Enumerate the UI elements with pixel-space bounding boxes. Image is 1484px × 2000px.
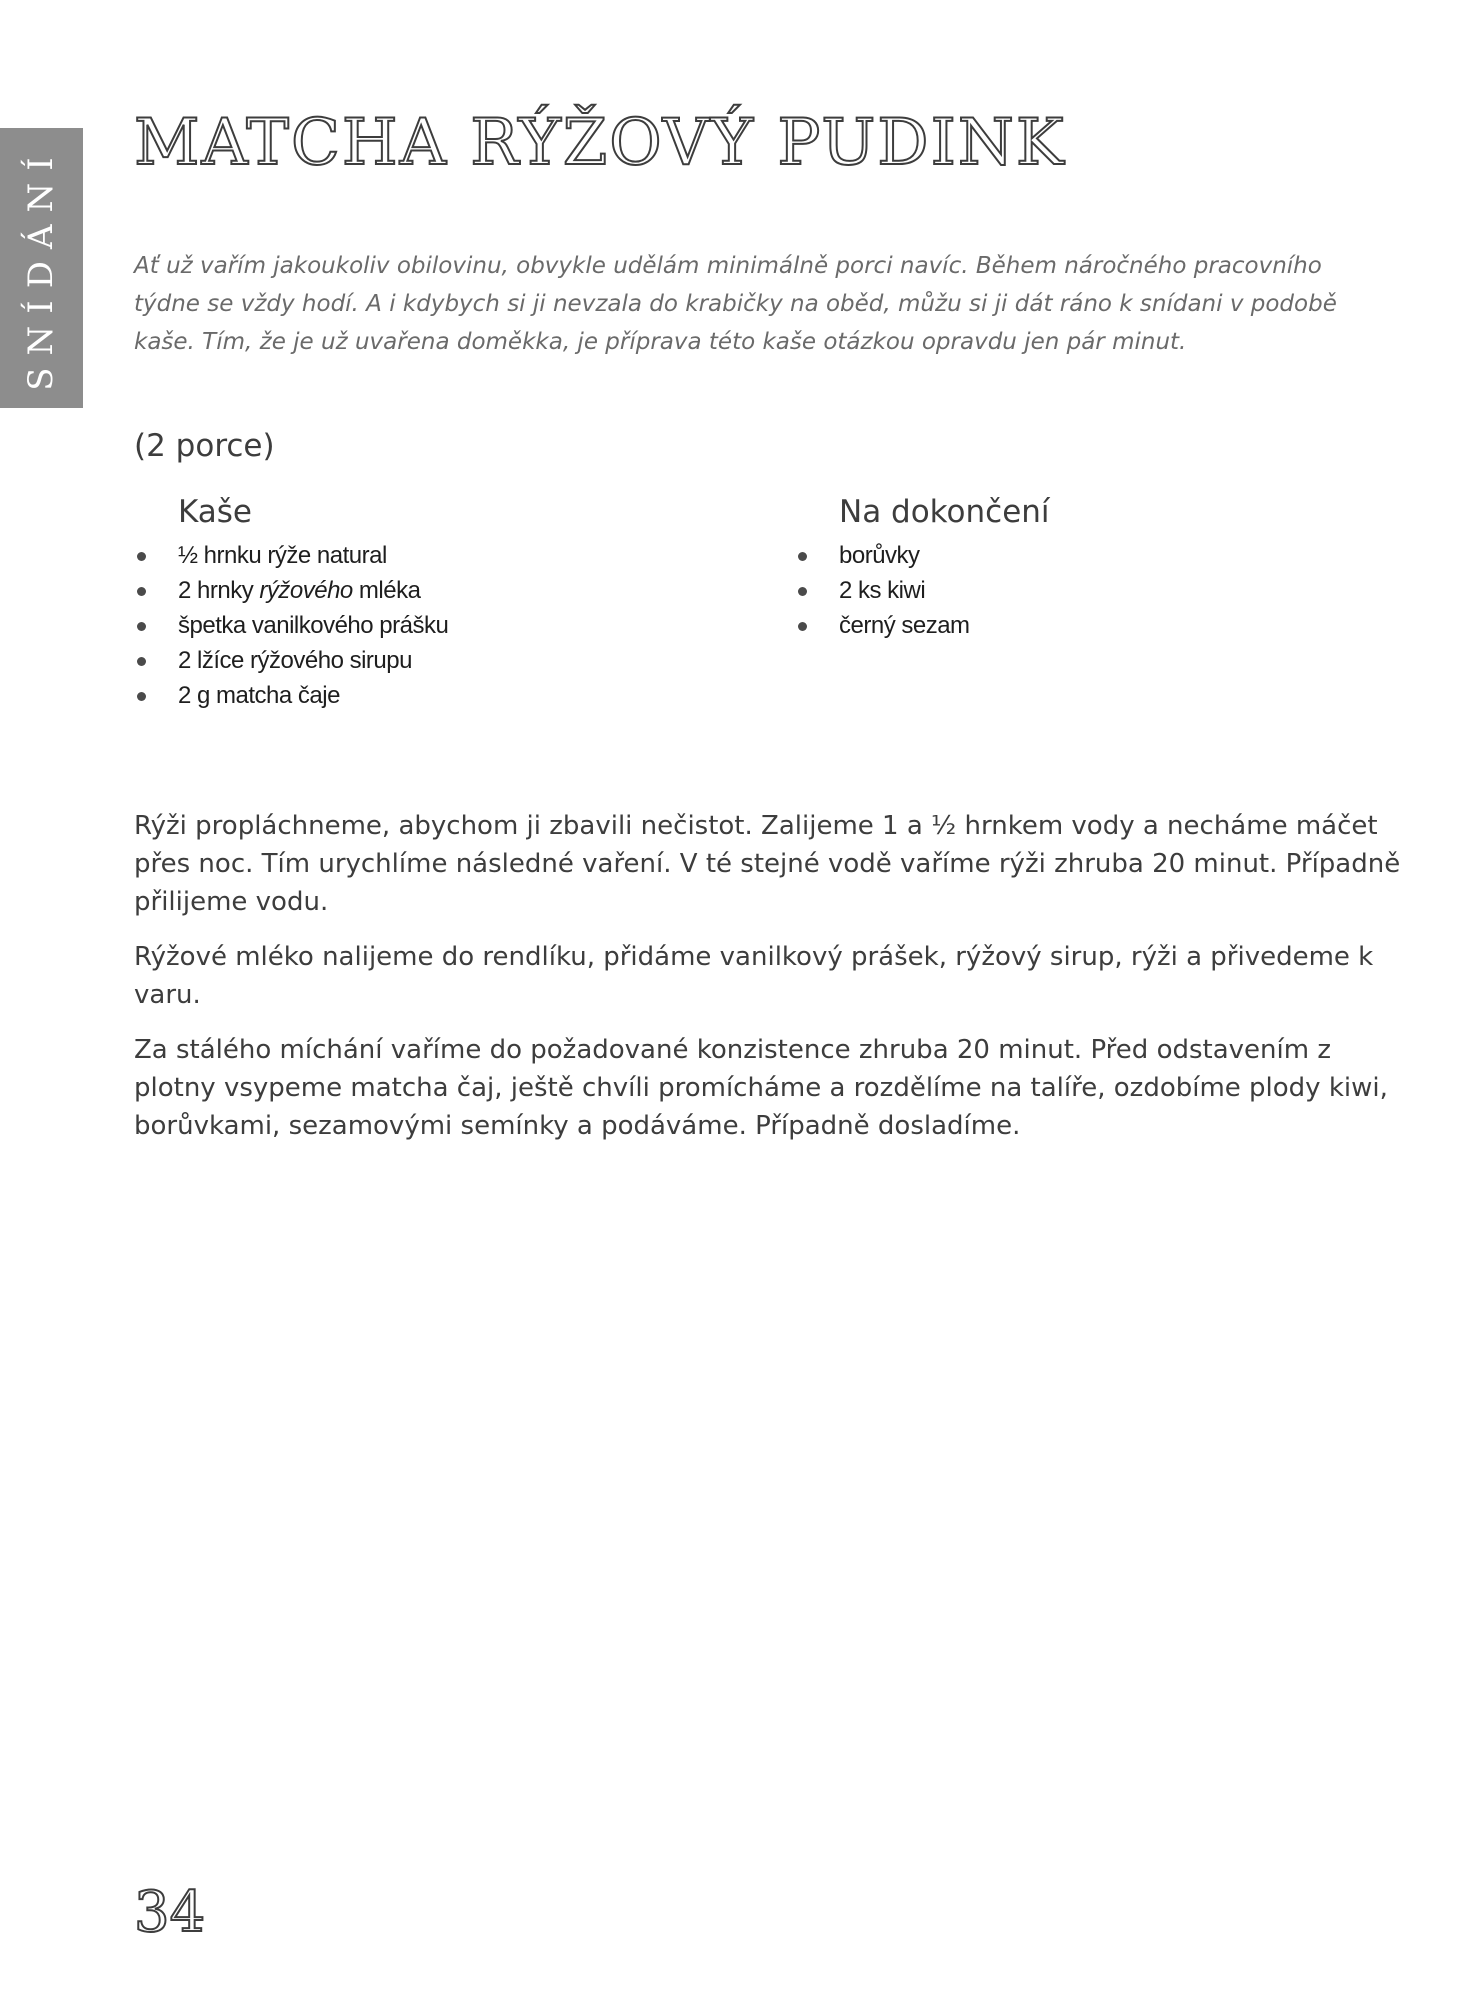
intro-paragraph: Ať už vařím jakoukoliv obilovinu, obvykle udělám minimálně porci navíc. Během náročného pracovního týdne se vždy hodí. A i kdybych si ji nevzala do krabičky na oběd, můžu si ji dát ráno k snídani v podobě kaše. Tím, že je už uvařena doměkka, je příprava této kaše otázkou opravdu jen pár minut.: [134, 253, 1337, 355]
ingredient-item: 2 lžíce rýžového sirupu: [134, 643, 734, 678]
ingredient-item: ½ hrnku rýže natural: [134, 538, 734, 573]
section-tab: [0, 128, 83, 408]
method-paragraph: Rýžové mléko nalijeme do rendlíku, přidáme vanilkový prášek, rýžový sirup, rýži a přivedeme k varu.: [134, 942, 1374, 1010]
ingredient-item: špetka vanilkového prášku: [134, 608, 734, 643]
ingredient-list-left: [134, 538, 734, 713]
ingredients-heading-left: Kaše: [178, 494, 253, 530]
bullet-icon: [137, 657, 146, 666]
page-number: 34: [134, 1880, 206, 1945]
ingredient-item: 2 hrnky rýžového mléka: [134, 573, 734, 608]
portions-label: (2 porce): [134, 428, 275, 464]
ingredient-list-right: [795, 538, 1355, 643]
ingredients-heading-right: Na dokončení: [839, 494, 1050, 530]
method-paragraph: Za stálého míchání vaříme do požadované konzistence zhruba 20 minut. Před odstavením z plotny vsypeme matcha čaj, ještě chvíli promícháme a rozdělíme na talíře, ozdobíme plody kiwi, borůvkami, sezamovými semínky a podáváme. Případně dosladíme.: [134, 1035, 1388, 1141]
method-paragraph: Rýži propláchneme, abychom ji zbavili nečistot. Zalijeme 1 a ½ hrnkem vody a necháme máčet přes noc. Tím urychlíme následné vaření. V té stejné vodě vaříme rýži zhruba 20 minut. Případně přilijeme vodu.: [134, 811, 1401, 917]
section-tab-label: SNÍDÁNÍ: [21, 145, 61, 391]
ingredient-item: 2 g matcha čaje: [134, 678, 734, 713]
method-section: [134, 807, 1404, 1162]
ingredient-item: borůvky: [795, 538, 1355, 573]
bullet-icon: [798, 552, 807, 561]
bullet-icon: [798, 587, 807, 596]
ingredients-column-left: [134, 494, 734, 713]
bullet-icon: [137, 622, 146, 631]
ingredient-item: 2 ks kiwi: [795, 573, 1355, 608]
ingredient-item: černý sezam: [795, 608, 1355, 643]
bullet-icon: [798, 622, 807, 631]
ingredients-column-right: [795, 494, 1355, 643]
bullet-icon: [137, 552, 146, 561]
recipe-title: MATCHA RÝŽOVÝ PUDINK: [134, 106, 1066, 180]
bullet-icon: [137, 587, 146, 596]
bullet-icon: [137, 692, 146, 701]
